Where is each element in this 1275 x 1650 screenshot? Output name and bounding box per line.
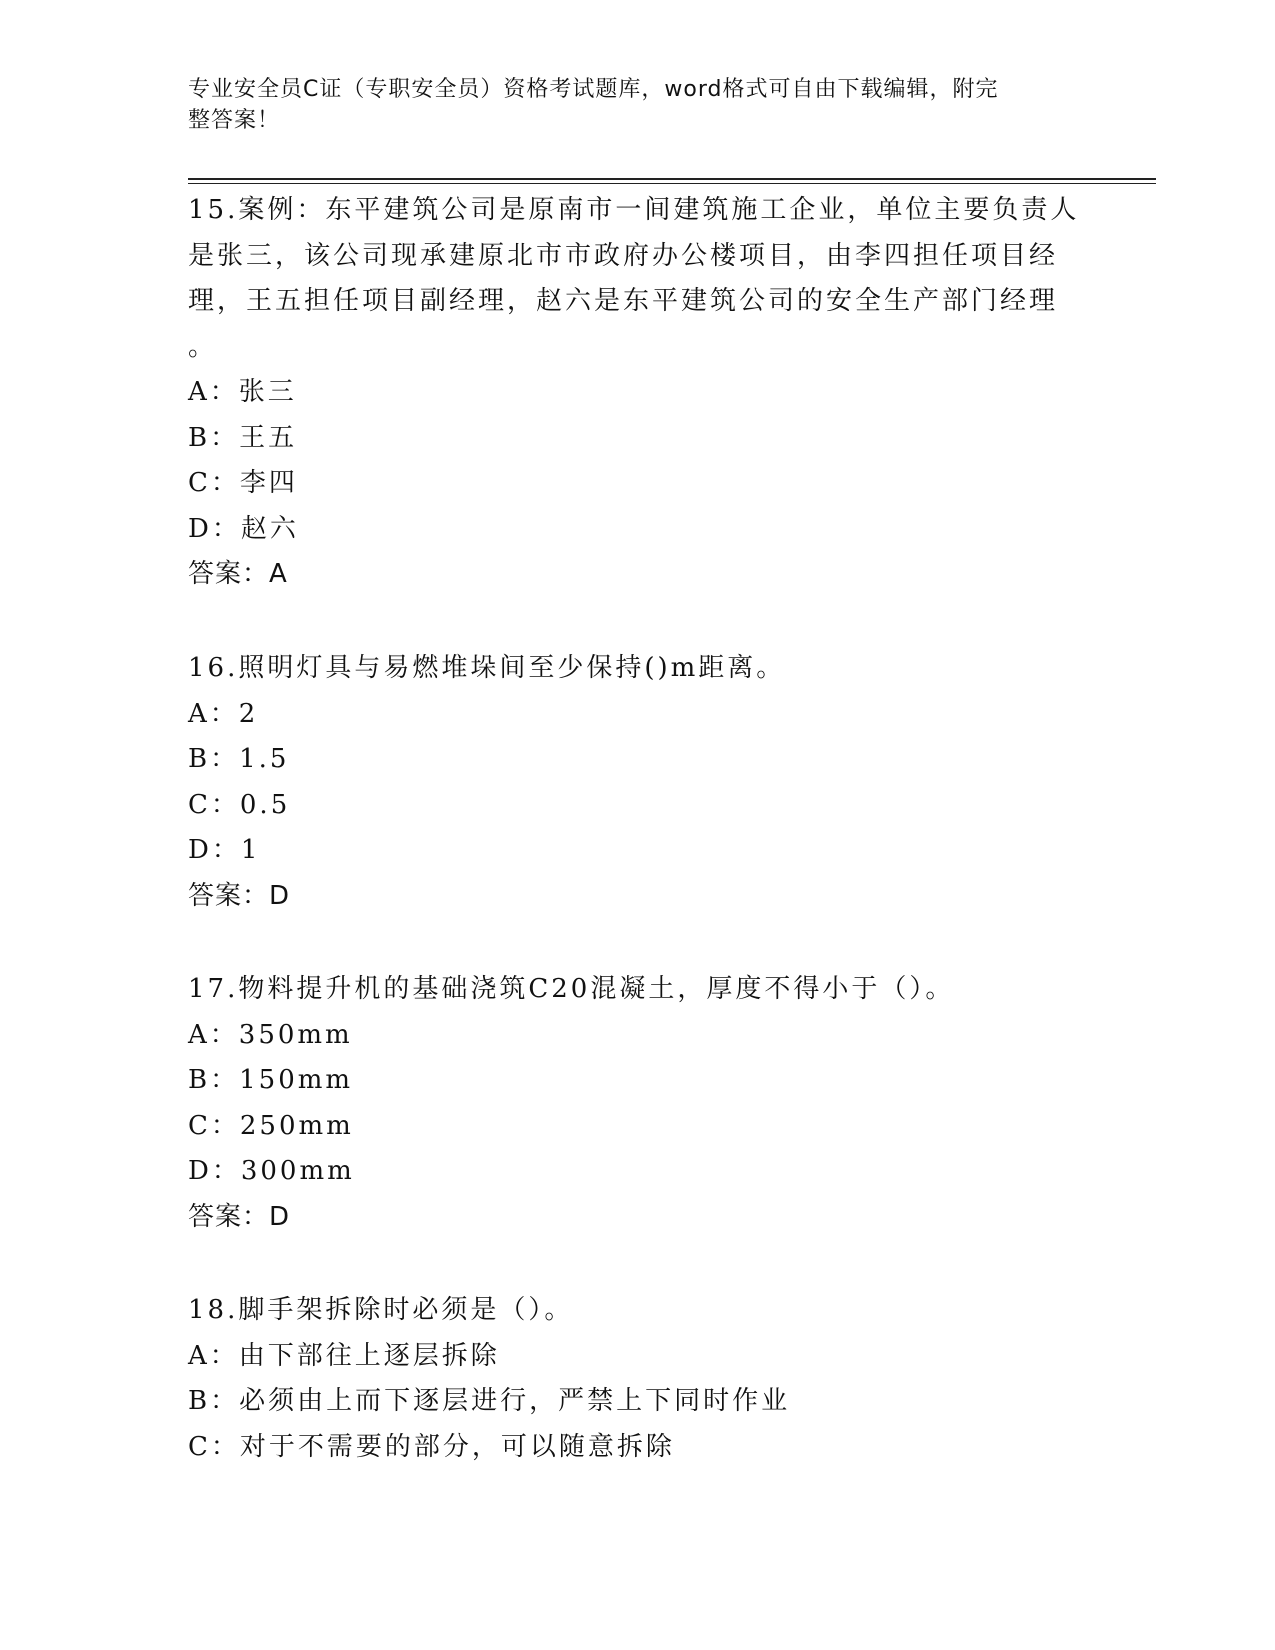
question-text-line: 是张三，该公司现承建原北市市政府办公楼项目，由李四担任项目经 [188,240,1059,271]
header-divider-thick [188,178,1156,180]
option-d: D：300mm [188,1156,355,1186]
question-18 [188,1288,1088,1470]
header-divider-thin [188,183,1156,184]
question-17 [188,967,1088,1240]
option-c: C：250mm [188,1110,354,1141]
option-a: A：由下部往上逐层拆除 [188,1340,500,1371]
answer-label: 答案：D [188,1201,291,1232]
question-text-line: 15.案例：东平建筑公司是原南市一间建筑施工企业，单位主要负责人 [188,195,1080,225]
question-15 [188,188,1088,598]
option-d: D：赵六 [188,513,299,544]
option-c: C：对于不需要的部分，可以随意拆除 [188,1431,675,1462]
option-a: A：350mm [188,1019,353,1050]
option-d: D：1 [188,835,261,865]
option-b: B：150mm [188,1065,354,1095]
question-text-line: 17.物料提升机的基础浇筑C20混凝土，厚度不得小于（）。 [188,974,955,1004]
answer-label: 答案：A [188,559,288,589]
option-b: B：必须由上而下逐层进行，严禁上下同时作业 [188,1386,791,1416]
document-header [188,74,1068,136]
question-16 [188,646,1088,919]
question-text-line: 。 [188,331,218,362]
option-a: A：2 [188,698,259,729]
question-text-line: 理，王五担任项目副经理，赵六是东平建筑公司的安全生产部门经理 [188,286,1059,316]
option-a: A：张三 [188,377,297,407]
header-line-1: 专业安全员C证（专职安全员）资格考试题库，word格式可自由下载编辑，附完 [188,77,999,102]
question-text-line: 18.脚手架拆除时必须是（）。 [188,1295,574,1325]
option-b: B：王五 [188,422,298,453]
header-line-2: 整答案！ [188,108,281,133]
answer-label: 答案：D [188,880,291,911]
option-c: C：李四 [188,468,298,498]
question-text-line: 16.照明灯具与易燃堆垛间至少保持()m距离。 [188,653,786,683]
option-b: B：1.5 [188,744,290,774]
option-c: C：0.5 [188,789,291,820]
